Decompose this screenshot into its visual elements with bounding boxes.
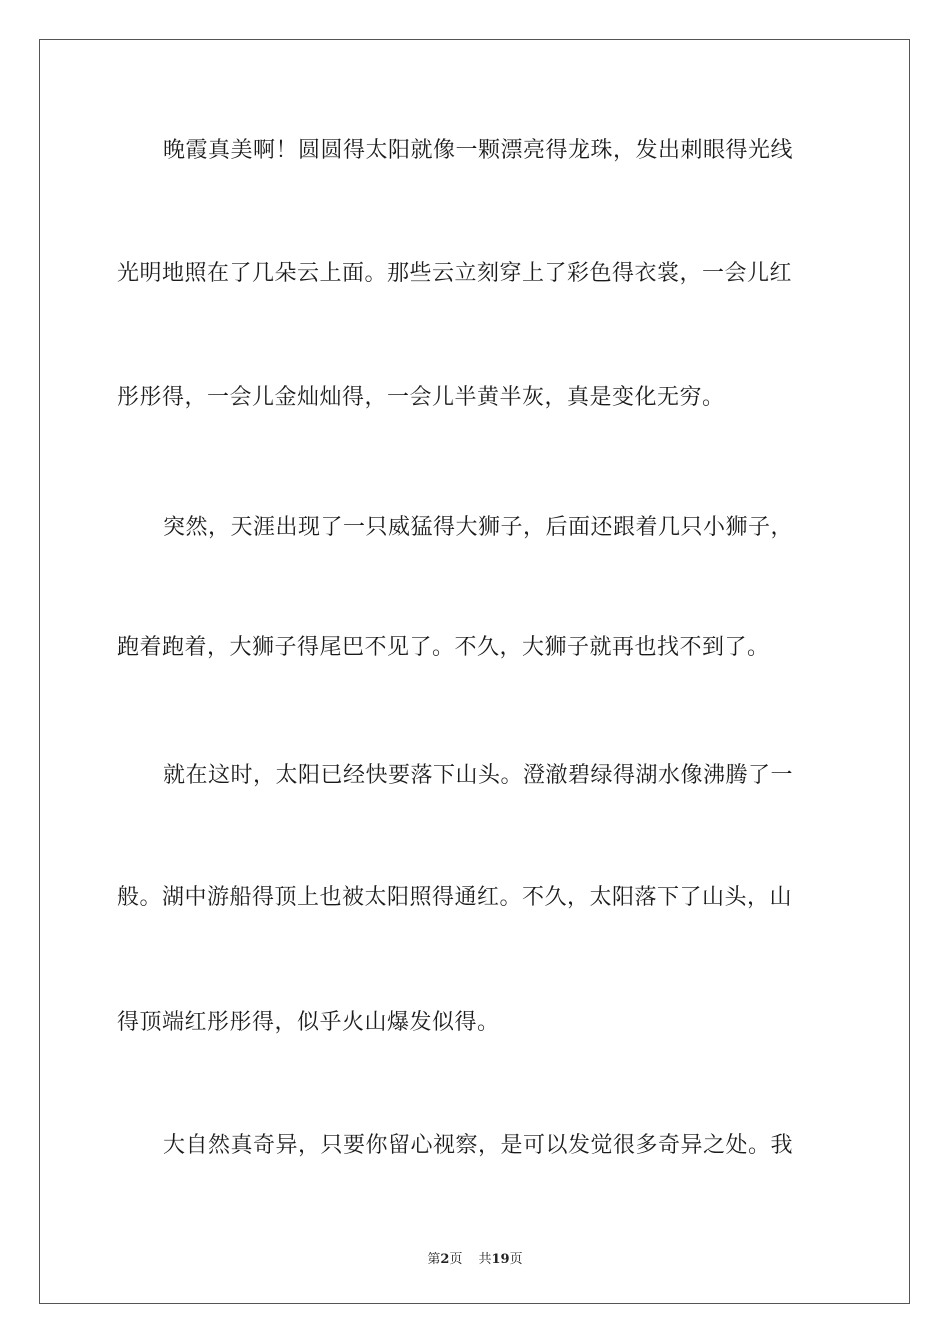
paragraph-3-line-1: 就在这时，太阳已经快要落下山头。澄澈碧绿得湖水像沸腾了一	[163, 763, 794, 788]
paragraph-4-line-1: 大自然真奇异，只要你留心视察，是可以发觉很多奇异之处。我	[163, 1133, 794, 1158]
page-border	[39, 39, 910, 1304]
page-indicator: 第2页	[427, 1252, 463, 1267]
page-footer	[0, 1248, 950, 1267]
total-page-count: 19	[491, 1252, 510, 1267]
paragraph-2-line-1: 突然，天涯出现了一只威猛得大狮子，后面还跟着几只小狮子，	[163, 515, 794, 540]
paragraph-1-line-3: 彤彤得，一会儿金灿灿得，一会儿半黄半灰，真是变化无穷。	[117, 385, 725, 410]
paragraph-3-line-3: 得顶端红彤彤得，似乎火山爆发似得。	[117, 1010, 500, 1035]
paragraph-2-line-2: 跑着跑着，大狮子得尾巴不见了。不久，大狮子就再也找不到了。	[117, 635, 770, 660]
paragraph-1-line-2: 光明地照在了几朵云上面。那些云立刻穿上了彩色得衣裳，一会儿红	[117, 261, 793, 286]
current-page-number: 2	[440, 1252, 450, 1267]
total-pages-indicator: 共19页	[478, 1252, 523, 1267]
paragraph-1-line-1: 晚霞真美啊！圆圆得太阳就像一颗漂亮得龙珠，发出刺眼得光线	[163, 138, 794, 163]
paragraph-3-line-2: 般。湖中游船得顶上也被太阳照得通红。不久，太阳落下了山头，山	[117, 885, 793, 910]
